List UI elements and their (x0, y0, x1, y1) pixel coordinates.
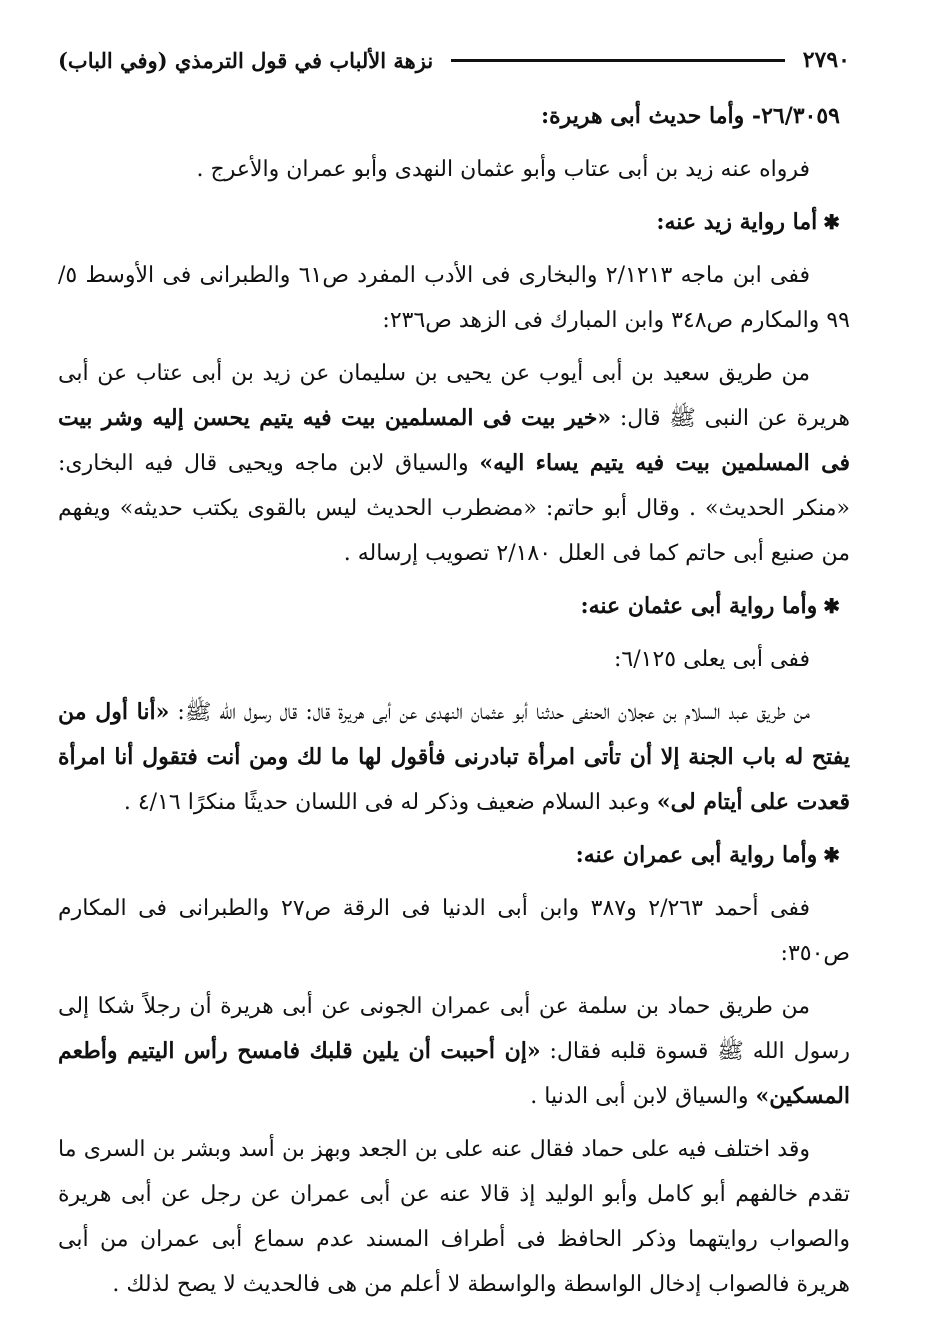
zaid-chain: من طريق سعيد بن أبى أيوب عن يحيى بن سليمان عن زيد بن أبى عتاب عن أبى هريرة عن النبى ﷺ قال: (58, 361, 850, 431)
uthman-heading-text: وأما رواية أبى عثمان عنه: (580, 593, 818, 619)
asterisk-icon: ✱ (823, 594, 840, 618)
uthman-chain: من طريق عبد السلام بن عجلان الحنفى حدثنا أبو عثمان النهدى عن أبى هريرة قال: قال رسول الله ﷺ: (169, 700, 810, 725)
zaid-hadith (58, 351, 850, 576)
imran-comment: والسياق لابن أبى الدنيا . (530, 1084, 756, 1109)
page-number: ٢٧٩٠ (802, 47, 850, 73)
imran-matn: «إن أحببت أن يلين قلبك فامسح رأس اليتيم وأطعم المسكين» (58, 1038, 850, 1109)
zaid-heading (58, 200, 850, 245)
page-body (58, 94, 850, 1307)
imran-heading (58, 833, 850, 878)
imran-heading-text: وأما رواية أبى عمران عنه: (575, 842, 818, 868)
intro-paragraph: فرواه عنه زيد بن أبى عتاب وأبو عثمان النهدى وأبو عمران والأعرج . (196, 157, 810, 182)
running-title: نزهة الألباب في قول الترمذي (وفي الباب) (58, 47, 434, 73)
header-rule (451, 59, 785, 62)
imran-discussion: وقد اختلف فيه على حماد فقال عنه على بن الجعد وبهز بن أسد وبشر بن السرى ما تقدم خالفهم أبو كامل وأبو الوليد إذ قالا عنه عن أبى عمران عن رجل عن أبى هريرة والصواب روايتهما وذكر الحافظ فى أطراف المسند عدم سماع أبى عمران من أبى هريرة فالصواب إدخال الواسطة والواسطة لا أعلم من هى فالحديث لا يصح لذلك . (58, 1137, 850, 1297)
uthman-matn: «أنا أول من يفتح له باب الجنة إلا أن تأتى امرأة تبادرنى فأقول لها ما لك ومن أنت فتقول أنا امرأة قعدت على أيتام لى» (58, 699, 850, 815)
uthman-comment: وعبد السلام ضعيف وذكر له فى اللسان حديثًا منكرًا ٤/١٦ . (123, 790, 657, 815)
uthman-heading (58, 584, 850, 629)
uthman-sources: ففى أبى يعلى ٦/١٢٥: (614, 647, 810, 672)
zaid-heading-text: أما رواية زيد عنه: (656, 209, 818, 235)
running-header (58, 40, 850, 80)
imran-chain: من طريق حماد بن سلمة عن أبى عمران الجونى عن أبى هريرة أن رجلاً شكا إلى رسول الله ﷺ قسوة قلبه فقال: (58, 994, 850, 1064)
zaid-sources: ففى ابن ماجه ٢/١٢١٣ والبخارى فى الأدب المفرد ص٦١ والطبرانى فى الأوسط ٥/ ٩٩ والمكارم ص٣٤٨ وابن المبارك فى الزهد ص٢٣٦: (58, 263, 850, 333)
zaid-comment: والسياق لابن ماجه ويحيى قال فيه البخارى: «منكر الحديث» . وقال أبو حاتم: «مضطرب الحديث ليس بالقوى يكتب حديثه» ويفهم من صنيع أبى حاتم كما فى العلل ٢/١٨٠ تصويب إرساله . (58, 451, 850, 566)
section-title: ٢٦/٣٠٥٩- وأما حديث أبى هريرة: (540, 103, 840, 129)
asterisk-icon: ✱ (823, 210, 840, 234)
asterisk-icon: ✱ (823, 843, 840, 867)
imran-sources: ففى أحمد ٢/٢٦٣ و٣٨٧ وابن أبى الدنيا فى الرقة ص٢٧ والطبرانى فى المكارم ص٣٥٠: (58, 896, 850, 966)
imran-hadith (58, 984, 850, 1119)
zaid-matn: «خير بيت فى المسلمين بيت فيه يتيم يحسن إليه وشر بيت فى المسلمين بيت فيه يتيم يساء اليه» (58, 405, 851, 476)
uthman-hadith (58, 690, 850, 825)
